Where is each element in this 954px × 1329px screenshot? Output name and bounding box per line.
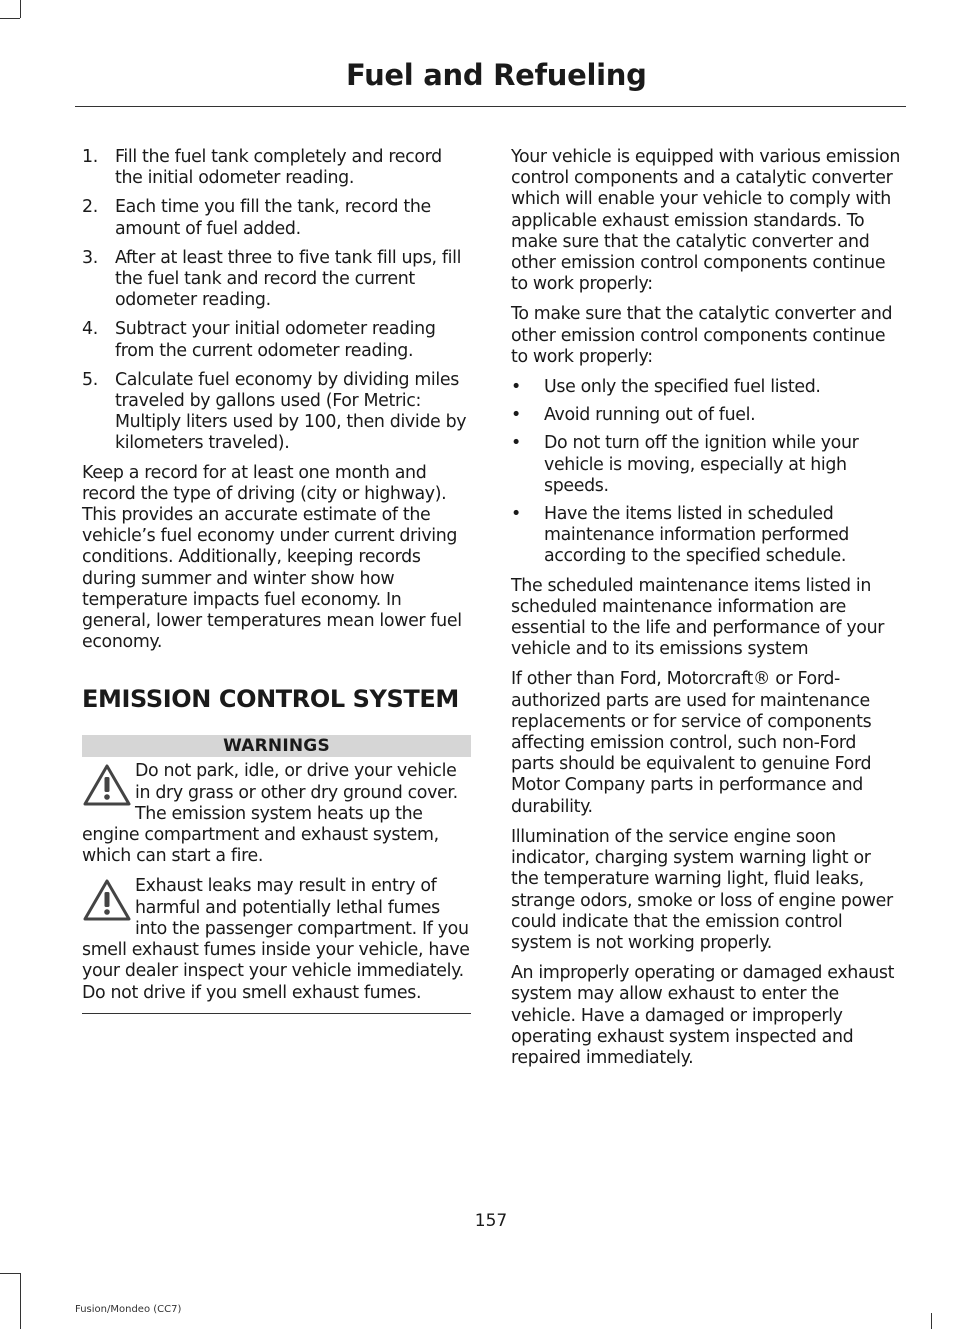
crop-mark-top-left-horizontal bbox=[0, 18, 20, 19]
crop-mark-bottom-right-vertical bbox=[931, 1313, 932, 1329]
fuel-economy-steps bbox=[82, 147, 471, 455]
footer-model: Fusion/Mondeo (CC7) bbox=[75, 1304, 182, 1315]
warnings-end-divider bbox=[82, 1013, 471, 1014]
warning-box bbox=[82, 876, 471, 1003]
maintenance-paragraph: The scheduled maintenance items listed in scheduled maintenance information are essential to the life and performance of your vehicle and to its emissions system bbox=[511, 575, 885, 660]
exhaust-paragraph: An improperly operating or damaged exhaust system may allow exhaust to enter the vehicle. Have a damaged or improperly operating exhaust system inspected and repaired immediately. bbox=[511, 963, 895, 1068]
indicator-paragraph: Illumination of the service engine soon indicator, charging system warning light or the temperature warning light, fluid leaks, strange odors, smoke or loss of engine power could indicate that the emission control system is not working properly. bbox=[511, 826, 893, 953]
header-divider bbox=[75, 106, 906, 107]
list-item: 1. Fill the fuel tank completely and record the initial odometer reading. bbox=[82, 147, 442, 189]
parts-paragraph: If other than Ford, Motorcraft® or Ford-authorized parts are used for maintenance replacements or for service of components affecting emission control, such non-Ford parts should be equivalent to genuine Ford Motor Company parts in performance and durability. bbox=[511, 669, 872, 817]
record-paragraph: Keep a record for at least one month and record the type of driving (city or highway). This provides an accurate estimate of the vehicle’s fuel economy under current driving conditions. Additionally, keeping records during summer and winter show how temperature impacts fuel economy. In general, lower temperatures mean lower fuel economy. bbox=[82, 462, 462, 653]
crop-mark-bottom-left-vertical bbox=[20, 1273, 21, 1329]
list-item: • Use only the specified fuel listed. bbox=[511, 377, 821, 398]
list-item: • Do not turn off the ignition while your vehicle is moving, especially at high speeds. bbox=[511, 433, 859, 496]
right-column bbox=[511, 147, 901, 1078]
list-item: 4. Subtract your initial odometer reading from the current odometer reading. bbox=[82, 319, 436, 361]
emission-care-list bbox=[511, 377, 901, 568]
crop-mark-bottom-left-horizontal bbox=[0, 1273, 20, 1274]
list-item: 3. After at least three to five tank fill ups, fill the fuel tank and record the current odometer reading. bbox=[82, 247, 462, 311]
intro-paragraph: Your vehicle is equipped with various emission control components and a catalytic converter which will enable your vehicle to comply with applicable exhaust emission standards. To make sure that the catalytic converter and other emission control components continue to work properly: bbox=[511, 147, 901, 295]
warning-triangle-icon bbox=[82, 763, 132, 807]
warning-triangle-icon bbox=[82, 878, 132, 922]
list-item: 5. Calculate fuel economy by dividing miles traveled by gallons used (For Metric: Multiply liters used by 100, then divide by kilometers traveled). bbox=[82, 369, 467, 454]
lead-paragraph: To make sure that the catalytic converter and other emission control components continue to work properly: bbox=[511, 304, 893, 367]
section-heading: EMISSION CONTROL SYSTEM bbox=[82, 685, 459, 714]
list-item: 2. Each time you fill the tank, record the amount of fuel added. bbox=[82, 197, 431, 239]
crop-mark-top-left-vertical bbox=[20, 0, 21, 18]
left-column bbox=[82, 147, 471, 1014]
page-number: 157 bbox=[474, 1211, 508, 1231]
warning-box bbox=[82, 761, 471, 867]
warnings-label: WARNINGS bbox=[82, 735, 471, 757]
list-item: • Avoid running out of fuel. bbox=[511, 405, 756, 426]
warning-text: Exhaust leaks may result in entry of harmful and potentially lethal fumes into the passenger compartment. If you smell exhaust fumes inside your vehicle, have your dealer inspect your vehicle immediately. Do not drive if you smell exhaust fumes. bbox=[82, 876, 470, 1003]
list-item: • Have the items listed in scheduled maintenance information performed according to the specified schedule. bbox=[511, 504, 849, 567]
warning-text: Do not park, idle, or drive your vehicle in dry grass or other dry ground cover. The emission system heats up the engine compartment and exhaust system, which can start a fire. bbox=[82, 761, 458, 867]
